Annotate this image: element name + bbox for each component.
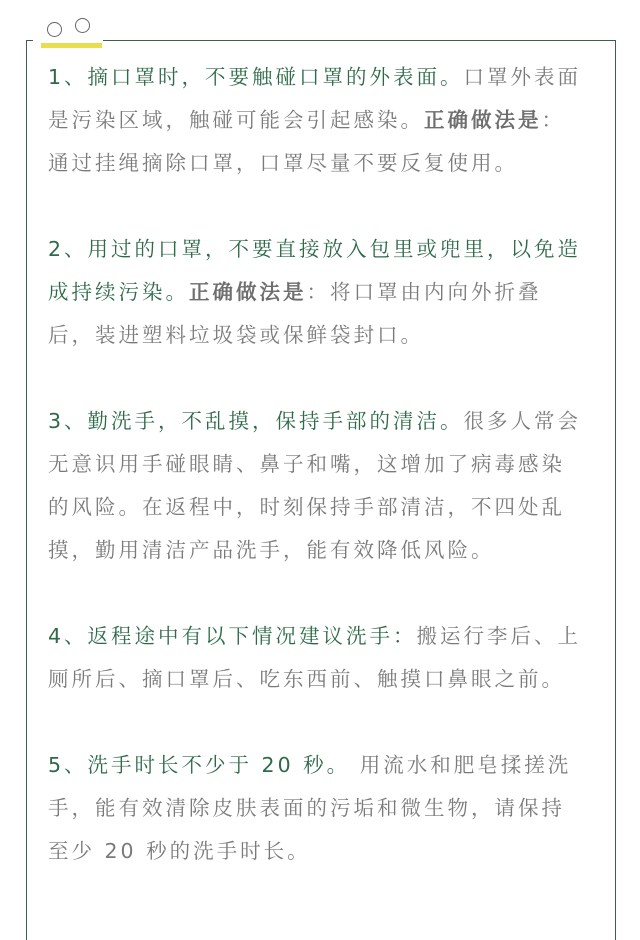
tip-text: 用流水和肥皂揉搓洗 — [350, 753, 572, 777]
tip-paragraph-5 — [48, 744, 628, 873]
tip-paragraph-3 — [48, 400, 628, 572]
text-line — [48, 271, 628, 314]
text-line — [48, 443, 628, 486]
yellow-accent-bar — [41, 43, 102, 48]
correct-method-label: 正确做法是 — [189, 280, 307, 304]
tip-heading: 5、洗手时长不少于 20 秒。 — [48, 753, 351, 777]
text-line — [48, 99, 628, 142]
tip-text: 手，能有效清除皮肤表面的污垢和微生物，请保持 — [48, 796, 565, 820]
tip-paragraph-1 — [48, 56, 628, 185]
tip-text: ：将口罩由内向外折叠 — [306, 280, 542, 304]
text-line — [48, 142, 628, 185]
tip-text: ： — [541, 108, 565, 132]
text-line — [48, 787, 628, 830]
tip-text: 摸，勤用清洁产品洗手，能有效降低风险。 — [48, 538, 495, 562]
tip-heading: 4、返程途中有以下情况建议洗手： — [48, 624, 417, 648]
correct-method-label: 正确做法是 — [424, 108, 542, 132]
tip-heading: 1、摘口罩时，不要触碰口罩的外表面。 — [48, 65, 464, 89]
tip-text: 后，装进塑料垃圾袋或保鲜袋封口。 — [48, 323, 424, 347]
text-line — [48, 658, 628, 701]
text-line — [48, 486, 628, 529]
text-line — [48, 400, 628, 443]
text-line — [48, 314, 628, 357]
article-body — [48, 56, 628, 873]
circle-icon — [75, 18, 90, 33]
tip-paragraph-2 — [48, 228, 628, 357]
tip-text: 口罩外表面 — [463, 65, 582, 89]
tip-heading: 2、用过的口罩，不要直接放入包里或兜里，以免造 — [48, 237, 582, 261]
text-line — [48, 529, 628, 572]
tip-text: 是污染区域，触碰可能会引起感染。 — [48, 108, 424, 132]
paragraph-spacer — [48, 357, 628, 400]
text-line — [48, 228, 628, 271]
tip-text: 的风险。在返程中，时刻保持手部清洁，不四处乱 — [48, 495, 565, 519]
paragraph-spacer — [48, 701, 628, 744]
tip-text: 厕所后、摘口罩后、吃东西前、触摸口鼻眼之前。 — [48, 667, 565, 691]
text-line — [48, 56, 628, 99]
tip-text: 通过挂绳摘除口罩，口罩尽量不要反复使用。 — [48, 151, 518, 175]
circle-icon — [47, 22, 62, 37]
paragraph-spacer — [48, 185, 628, 228]
tip-text: 很多人常会 — [463, 409, 582, 433]
paragraph-spacer — [48, 572, 628, 615]
tip-text: 无意识用手碰眼睛、鼻子和嘴，这增加了病毒感染 — [48, 452, 565, 476]
tip-heading: 3、勤洗手，不乱摸，保持手部的清洁。 — [48, 409, 464, 433]
text-line — [48, 615, 628, 658]
text-line — [48, 744, 628, 787]
tip-text: 至少 20 秒的洗手时长。 — [48, 839, 311, 863]
tip-paragraph-4 — [48, 615, 628, 701]
tip-heading: 成持续污染。 — [48, 280, 189, 304]
tip-text: 搬运行李后、上 — [416, 624, 582, 648]
